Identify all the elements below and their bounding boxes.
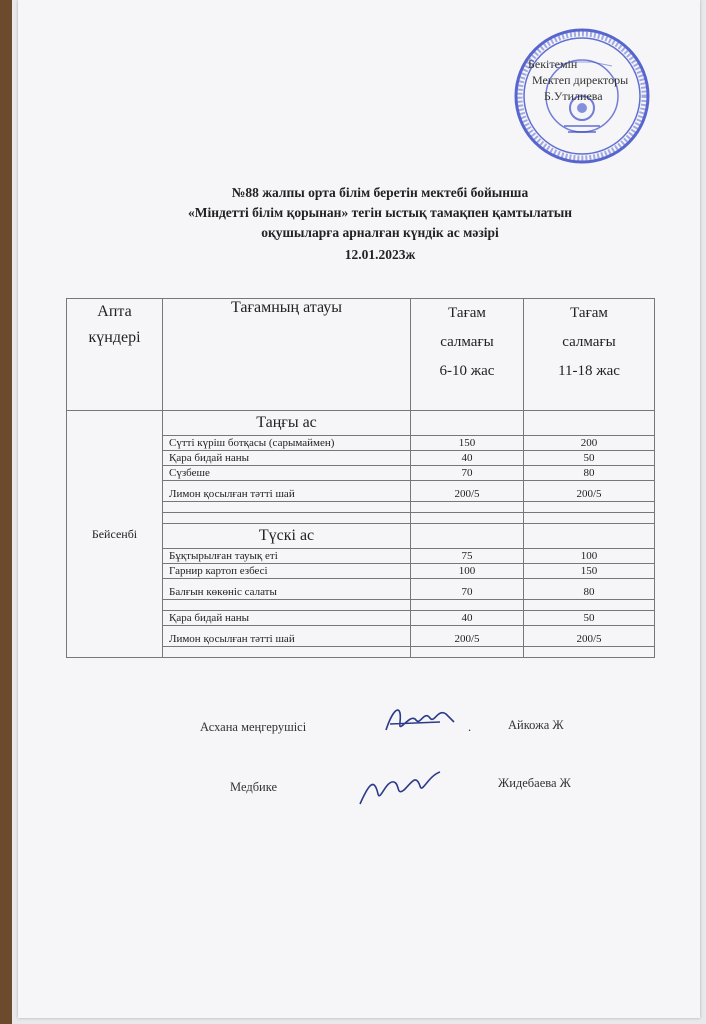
- cook-name: Айкожа Ж: [508, 718, 564, 732]
- signature-dot: .: [468, 720, 472, 734]
- title-line-2: «Міндетті білім қорынан» тегін ыстық тамақпен қамтылатын: [187, 205, 573, 220]
- cook-role: Асхана меңгерушісі: [200, 720, 307, 734]
- header-week-days: Апта күндері: [67, 299, 163, 411]
- table-header-row: [67, 299, 655, 411]
- document-title: [120, 182, 640, 266]
- day-cell: Бейсенбі: [67, 411, 163, 658]
- title-line-1: №88 жалпы орта білім беретін мектебі бойынша: [231, 185, 529, 200]
- table-row: Қара бидай наны 40 50: [67, 451, 655, 466]
- table-row: Гарнир картоп езбесі 100 150: [67, 564, 655, 579]
- menu-table: [66, 298, 655, 658]
- approval-line-approve: Бекітемін: [528, 57, 578, 71]
- breakfast-title: Таңғы ас: [163, 411, 411, 436]
- approval-block: [528, 56, 628, 104]
- table-row: Сүтті күріш ботқасы (сарымаймен) 150 200: [67, 436, 655, 451]
- table-row: Бұқтырылған тауық еті 75 100: [67, 549, 655, 564]
- title-date: 12.01.2023ж: [344, 247, 416, 262]
- header-weight-11-18: Тағам салмағы 11-18 жас: [524, 299, 655, 411]
- table-row: Лимон қосылған тәтті шай 200/5 200/5: [67, 626, 655, 647]
- approval-line-name: Б.Утилиева: [544, 89, 603, 103]
- table-row: Сүзбеше 70 80: [67, 466, 655, 481]
- nurse-name: Жидебаева Ж: [498, 776, 571, 790]
- nurse-role: Медбике: [230, 780, 278, 794]
- nurse-signature-icon: [356, 766, 446, 810]
- approval-line-position: Мектеп директоры: [532, 73, 629, 87]
- table-row: Қара бидай наны 40 50: [67, 611, 655, 626]
- breakfast-section-row: [67, 411, 655, 436]
- table-row: Балғын көкөніс салаты 70 80: [67, 579, 655, 600]
- title-line-3: оқушыларға арналған күндік ас мәзірі: [261, 225, 499, 240]
- cook-signature-icon: [380, 700, 460, 744]
- lunch-title: Түскі ас: [163, 524, 411, 549]
- header-weight-6-10: Тағам салмағы 6-10 жас: [411, 299, 524, 411]
- header-dish-name: Тағамның атауы: [163, 299, 411, 411]
- table-row: Лимон қосылған тәтті шай 200/5 200/5: [67, 481, 655, 502]
